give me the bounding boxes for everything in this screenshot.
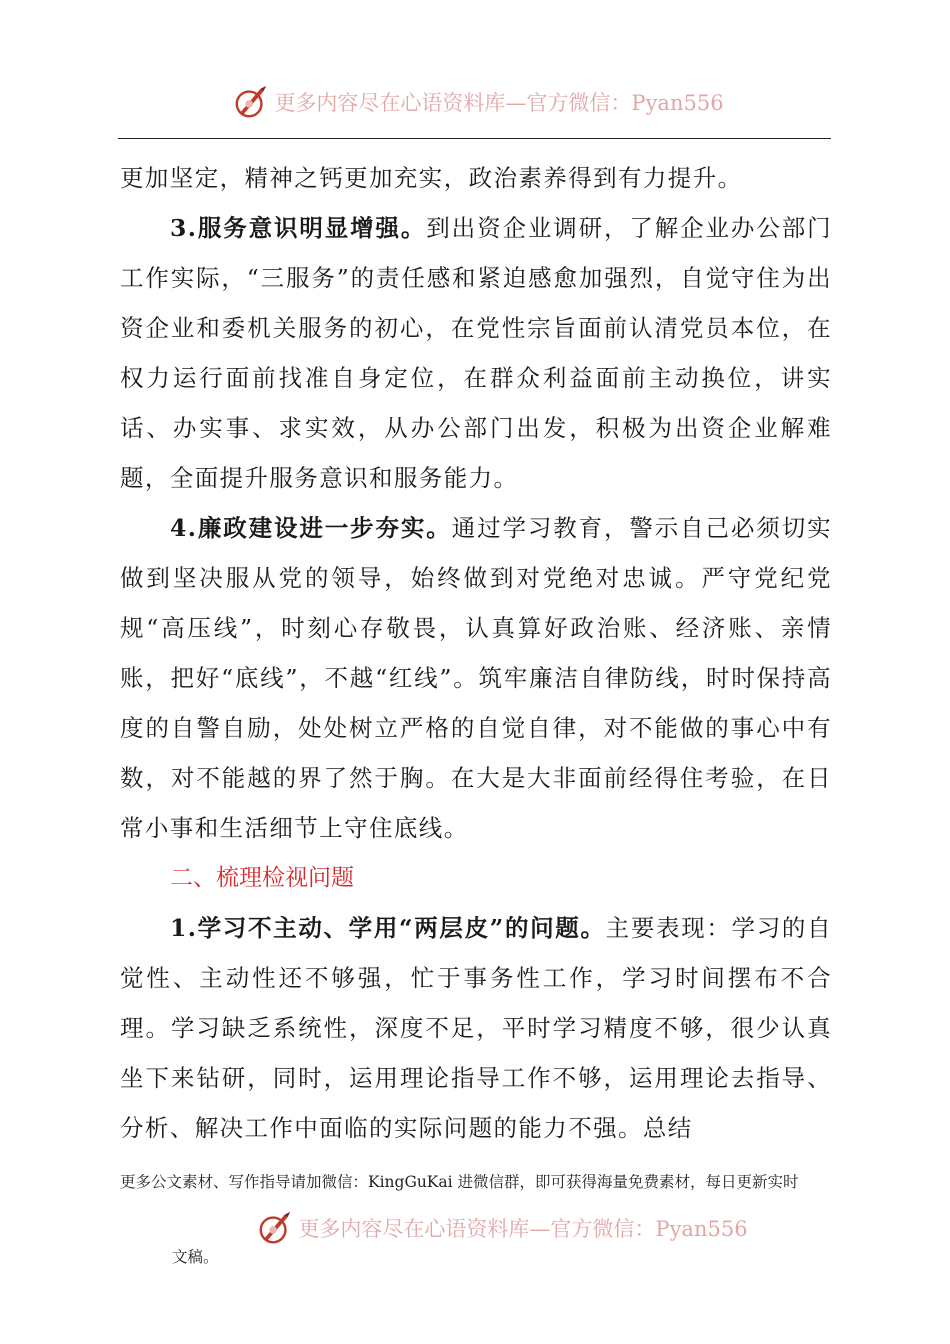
header-divider bbox=[118, 138, 831, 139]
paragraph-continuation bbox=[120, 153, 832, 203]
footer-banner-text: 更多内容尽在心语资料库—官方微信：Pyan556 bbox=[298, 1217, 748, 1241]
paragraph-text: 通过学习教育，警示自己必须切实做到坚决服从党的领导，始终做到对党绝对忠诚。严守党纪党规“高压线”，时刻心存敬畏，认真算好政治账、经济账、亲情账，把好“底线”，不越“红线”。筑牢廉洁自律防线，时时保持高度的自警自励，处处树立严格的自觉自律，对不能做的事心中有数，对不能越的界了然于胸。在大是大非面前经得住考验，在日常小事和生活细节上守住底线。 bbox=[120, 514, 832, 842]
paragraph-integrity bbox=[120, 503, 832, 853]
header-banner-text: 更多内容尽在心语资料库—官方微信：Pyan556 bbox=[274, 91, 724, 115]
footer-banner bbox=[0, 1206, 950, 1250]
section-heading: 二、梳理检视问题 bbox=[170, 865, 354, 891]
paragraph-service-awareness bbox=[120, 203, 832, 503]
footer-note: 更多公文素材、写作指导请加微信：KingGuKai 进微信群，即可获得海量免费素材，每日更新实时 bbox=[120, 1173, 799, 1191]
paragraph-title: 4.廉政建设进一步夯实。 bbox=[170, 514, 452, 542]
document-body bbox=[120, 153, 832, 1153]
quill-logo-icon bbox=[256, 1209, 294, 1247]
header-banner bbox=[0, 80, 950, 124]
paragraph-study-problem bbox=[120, 903, 832, 1153]
paragraph-text: 到出资企业调研，了解企业办公部门工作实际，“三服务”的责任感和紧迫感愈加强烈，自觉守住为出资企业和委机关服务的初心，在党性宗旨面前认清党员本位，在权力运行面前找准自身定位，在群众利益面前主动换位，讲实话、办实事、求实效，从办公部门出发，积极为出资企业解难题，全面提升服务意识和服务能力。 bbox=[120, 214, 832, 492]
footer-tail: 文稿。 bbox=[172, 1248, 219, 1266]
paragraph-title: 3.服务意识明显增强。 bbox=[170, 214, 427, 242]
quill-logo-icon bbox=[232, 83, 270, 121]
paragraph-text: 主要表现：学习的自觉性、主动性还不够强，忙于事务性工作，学习时间摆布不合理。学习缺乏系统性，深度不足，平时学习精度不够，很少认真坐下来钻研，同时，运用理论指导工作不够，运用理论去指导、分析、解决工作中面临的实际问题的能力不强。总结 bbox=[120, 914, 832, 1142]
paragraph-title: 1.学习不主动、学用“两层皮”的问题。 bbox=[170, 914, 606, 942]
paragraph-text: 更加坚定，精神之钙更加充实，政治素养得到有力提升。 bbox=[120, 164, 743, 192]
